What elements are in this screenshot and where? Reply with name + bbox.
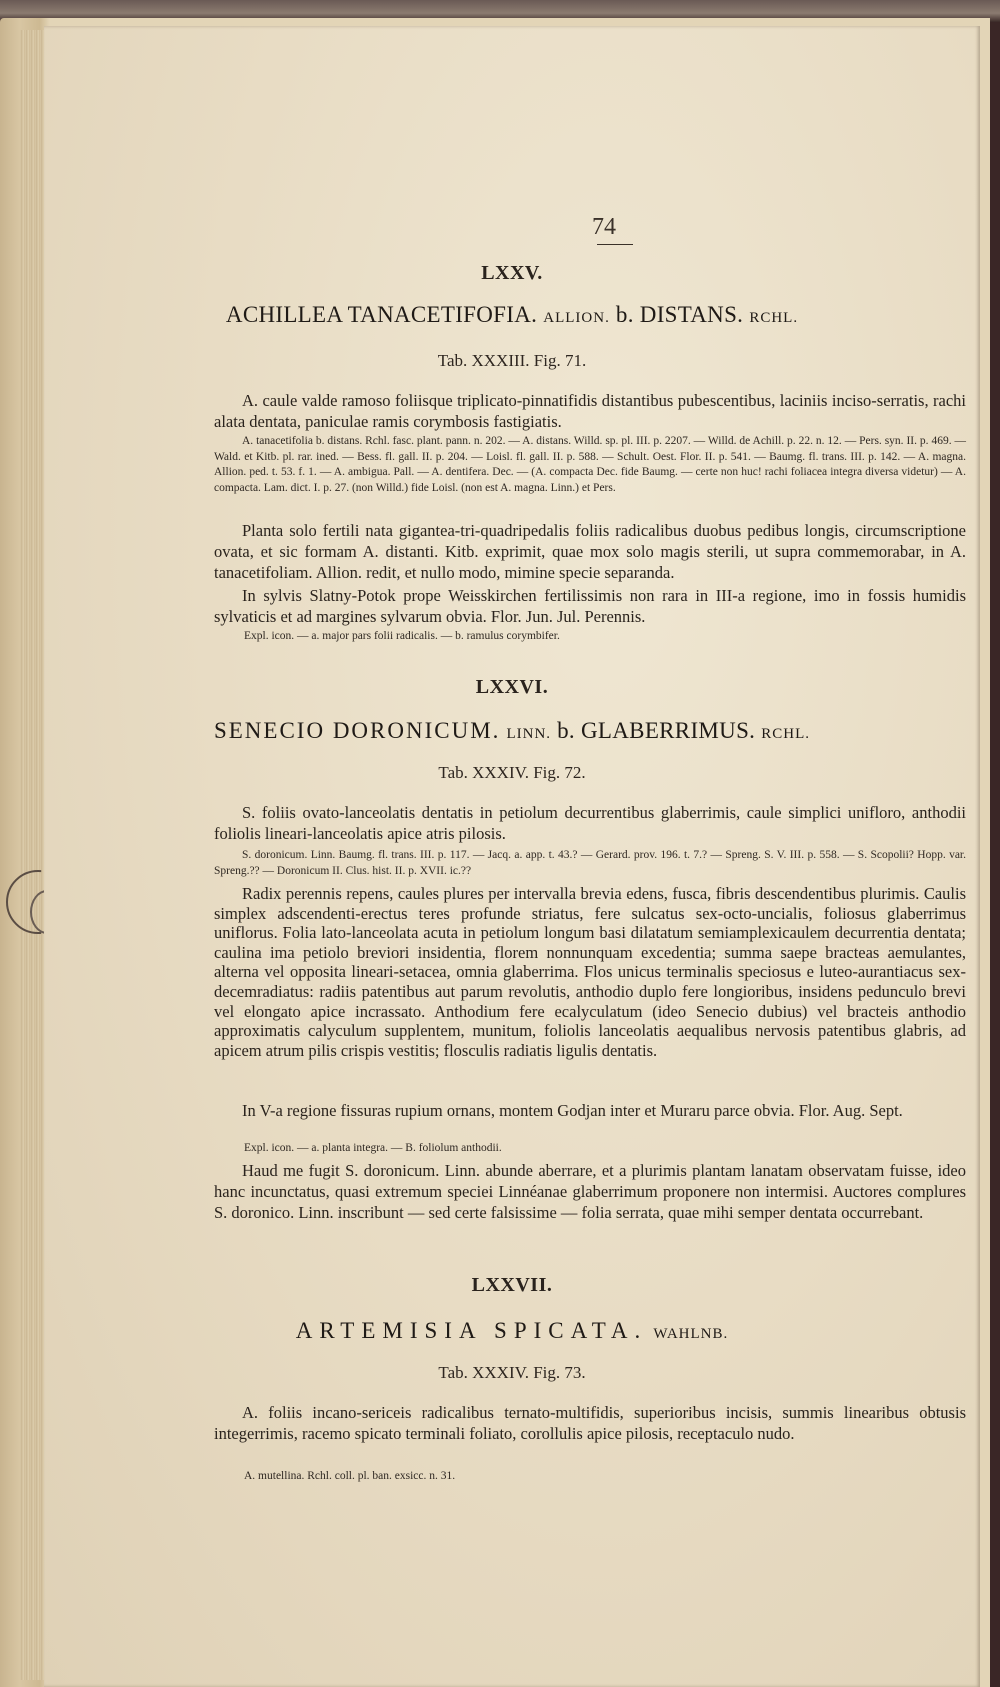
plate-reference: Tab. XXXIV. Fig. 72.	[438, 763, 586, 782]
plate-reference: Tab. XXXIV. Fig. 73.	[438, 1363, 586, 1382]
variety-name: b. GLABERRIMUS.	[557, 718, 756, 743]
section-title	[44, 718, 980, 744]
page-content	[44, 26, 980, 1687]
diagnosis: A. foliis incano-sericeis radicalibus ternato-multifidis, superioribus incisis, summis linearibus obtusis integerrimis, racemo spicato terminali foliato, corollulis apice pilosis, receptaculo nudo.	[214, 1403, 966, 1443]
synonyms: A. mutellina. Rchl. coll. pl. ban. exsicc. n. 31.	[244, 1470, 456, 1482]
description: Radix perennis repens, caules plures per intervalla brevia edens, fusca, fibris descendentibus plurimis. Caulis simplex adscendenti-erectus teres profunde striatus, fere sulcatus sex-octo-uncialis, foliosus glaberrimus uniflorus. Folia lato-lanceolata acuta in petiolum longum basi dilatatum semiamplexicaulem decurrentia dentata; caulina ima petiolo breviori insidentia, florem nonnunquam excedentia; summa saepe bracteas aemulantes, alterna vel opposita lineari-setacea, omnia glaberrima. Flos unicus terminalis speciosus e luteo-aurantiacus sex-decemradiatus: radiis patentibus aut parum revolutis, anthodio duplo fere longioribus, insidens pedunculo brevi vel elongato apice incrassato. Anthodium fere ecalyculatum (ideo Senecio dubius) vel bracteis anthodio approximatis calyculum supplentem, munitum, foliolis lanceolatis aequalibus nervosis patentibus glabris, ad apicem atrum pilis crispis vestitis; flosculis radiatis ligulis dentatis.	[214, 884, 966, 1060]
section-title	[44, 1318, 980, 1344]
author: ALLION.	[543, 310, 610, 326]
synonyms: S. doronicum. Linn. Baumg. fl. trans. III. p. 117. — Jacq. a. app. t. 43.? — Gerard. prov. 196. t. 7.? — Spreng. S. V. III. p. 558. — S. Scopolii? Hopp. var. Spreng.?? — Doronicum II. Clus. hist. II. p. XVII. ic.??	[214, 849, 966, 877]
species-name: ARTEMISIA SPICATA.	[295, 1318, 648, 1343]
section-title	[44, 302, 980, 328]
variety-name: b. DISTANS.	[615, 302, 744, 327]
synonyms: A. tanacetifolia b. distans. Rchl. fasc. plant. pann. n. 202. — A. distans. Willd. sp. pl. III. p. 2207. — Willd. de Achill. p. 22. n. 12. — Pers. syn. II. p. 469. — Wald. et Kitb. pl. rar. ined. — Bess. fl. gall. II. p. 204. — Loisl. fl. gall. II. p. 588. — Schult. Oest. Flor. II. p. 541. — Baumg. fl. trans. III. p. 142. — A. magna. Allion. ped. t. 53. f. 1. — A. ambigua. Pall. — A. dentifera. Dec. — (A. compacta Dec. fide Baumg. — certe non huc! rachi foliacea integra diversa videtur) — A. compacta. Lam. dict. I. p. 27. (non Willd.) fide Loisl. (non est A. magna. Linn.) et Pers.	[214, 435, 966, 494]
figure-explanation: Expl. icon. — a. planta integra. — B. foliolum anthodii.	[244, 1142, 502, 1154]
book-page	[44, 26, 980, 1687]
author: RCHL.	[749, 310, 799, 326]
author: RCHL.	[761, 726, 811, 742]
habitat: In V-a regione fissuras rupium ornans, montem Godjan inter et Muraru parce obvia. Flor. Aug. Sept.	[242, 1101, 903, 1120]
plate-reference: Tab. XXXIII. Fig. 71.	[437, 351, 587, 370]
diagnosis: S. foliis ovato-lanceolatis dentatis in petiolum decurrentibus glaberrimis, caule simplici unifloro, anthodii foliolis lineari-lanceolatis apice atris pilosis.	[214, 803, 966, 843]
section-number: LXXVI.	[475, 676, 549, 698]
page-edges	[20, 30, 46, 1680]
figure-explanation: Expl. icon. — a. major pars folii radicalis. — b. ramulus corymbifer.	[244, 630, 560, 642]
description: Planta solo fertili nata gigantea-tri-quadripedalis foliis radicalibus duobus pedibus longis, circumscriptione ovata, et sic formam A. distanti. Kitb. exprimit, quae mox solo magis sterili, ut supra commemorabar, in A. tanacetifoliam. Allion. redit, et nullo modo, mimine specie separanda.	[214, 521, 966, 582]
page-number: 74	[592, 214, 616, 240]
habitat: In sylvis Slatny-Potok prope Weisskirchen fertilissimis non rara in III-a regione, imo in fossis humidis sylvaticis et ad margines sylvarum obvia. Flor. Jun. Jul. Perennis.	[214, 586, 966, 626]
diagnosis: A. caule valde ramoso foliisque triplicato-pinnatifidis distantibus pubescentibus, laciniis inciso-serratis, rachi alata dentata, paniculae ramis corymbosis fastigiatis.	[214, 391, 966, 431]
author: WAHLNB.	[653, 1326, 729, 1342]
section-number: LXXV.	[481, 262, 543, 284]
species-name: ACHILLEA TANACETIFOFIA.	[225, 302, 538, 327]
author: LINN.	[506, 726, 552, 742]
remark: Haud me fugit S. doronicum. Linn. abunde aberrare, et a plurimis plantam lanatam observatam fuisse, ideo hanc incunctatus, quasi extremum speciei Linnéanae glaberrimum proponere non intermisi. Auctores complures S. doronico. Linn. inscribunt — sed certe falsissime — folia serrata, quae mihi semper dentata occurrebant.	[214, 1161, 966, 1222]
page-number-rule	[597, 244, 633, 245]
section-number: LXXVII.	[471, 1274, 553, 1296]
species-name: SENECIO DORONICUM.	[213, 718, 501, 743]
